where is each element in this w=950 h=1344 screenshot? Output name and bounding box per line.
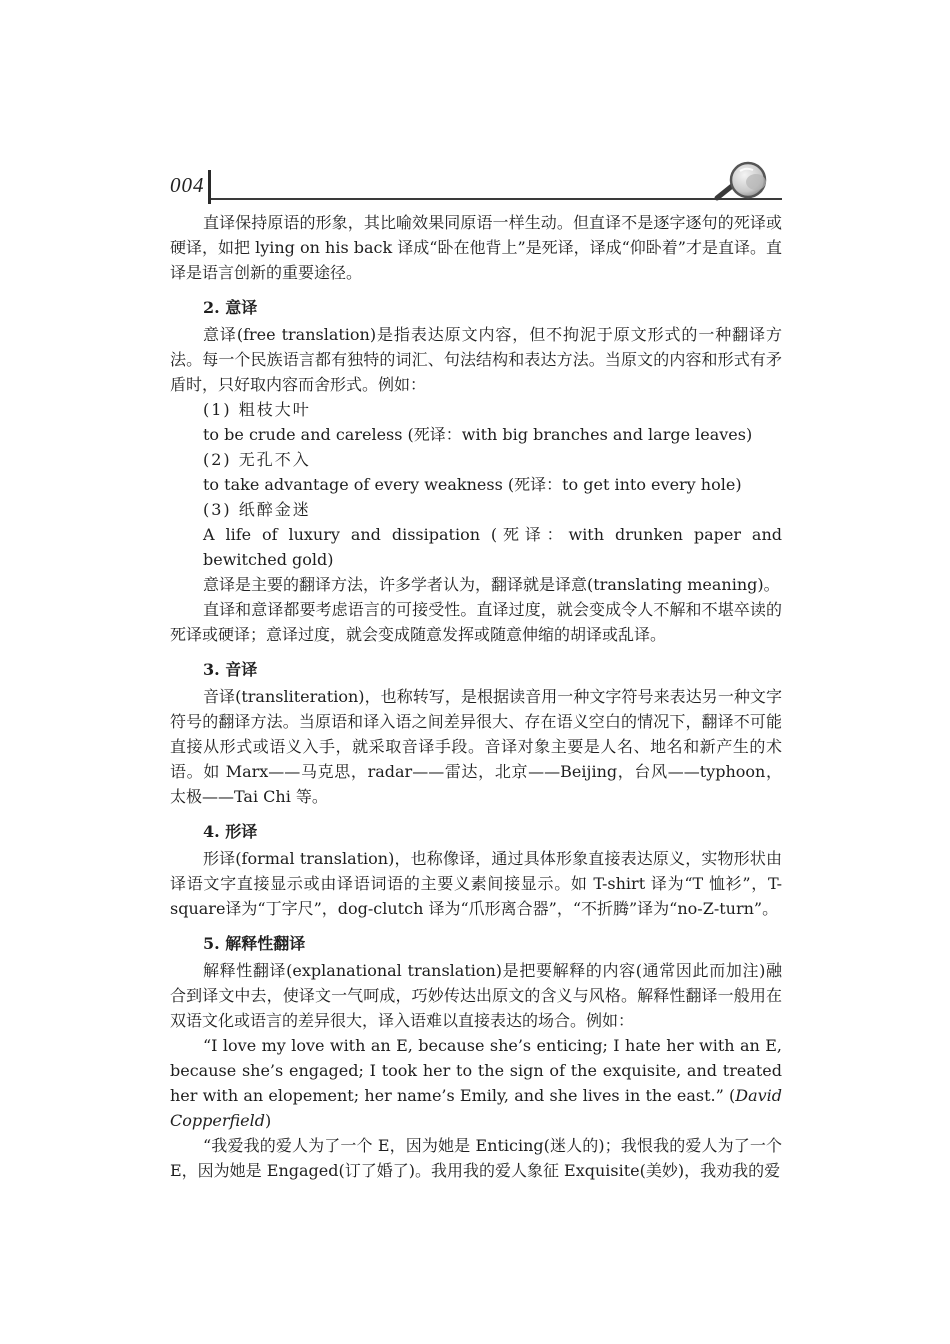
paragraph: 解释性翻译(explanational translation)是把要解释的内容(通常因此而加注)融合到译文中去，使译文一气呵成，巧妙传达出原文的含义与风格。解释性翻译一般用在双语文化或语言的差异很大，译入语难以直接表达的场合。例如： (170, 961, 782, 1030)
example-english: A life of luxury and dissipation (死译：with drunken paper and bewitched gold) (203, 525, 782, 569)
example-english: to be crude and careless (死译：with big branches and large leaves) (203, 425, 753, 444)
magnifier-icon (712, 160, 778, 202)
section-heading: 5. 解释性翻译 (203, 934, 306, 953)
paragraph: 直译保持原语的形象，其比喻效果同原语一样生动。但直译不是逐字逐句的死译或硬译，如把 lying on his back 译成“卧在他背上”是死译，译成“仰卧着”才是直译。直译是语言创新的重要途径。 (170, 213, 782, 282)
quote-close: ) (264, 1111, 272, 1130)
example-chinese: (3) 纸醉金迷 (203, 500, 311, 519)
paragraph: 直译和意译都要考虑语言的可接受性。直译过度，就会变成令人不解和不堪卒读的死译或硬译；意译过度，就会变成随意发挥或随意伸缩的胡译或乱译。 (170, 600, 782, 644)
page-body (170, 210, 782, 1183)
paragraph: 形译(formal translation)，也称像译，通过具体形象直接表达原义，实物形状由译语文字直接显示或由译语词语的主要义素间接显示。如 T-shirt 译为“T 恤衫”，T-square译为“丁字尺”，dog-clutch 译为“爪形离合器”，“不折腾”译为“no-Z-turn”。 (170, 849, 782, 918)
quotation-chinese: “我爱我的爱人为了一个 E，因为她是 Enticing(迷人的)；我恨我的爱人为了一个 E，因为她是 Engaged(订了婚了)。我用我的爱人象征 Exquisite(美妙)，我劝我的爱 (170, 1136, 782, 1180)
example-chinese: (1) 粗枝大叶 (203, 400, 311, 419)
quote-text: “I love my love with an E, because she’s enticing; I hate her with an E, because she’s engaged; I took her to the sign of the exquisite, and treated her with an elopement; her name’s Emily, and she lives in the east.” ( (170, 1036, 782, 1105)
paragraph: 意译(free translation)是指表达原文内容，但不拘泥于原文形式的一种翻译方法。每一个民族语言都有独特的词汇、句法结构和表达方法。当原文的内容和形式有矛盾时，只好取内容而舍形式。例如： (170, 325, 782, 394)
section-heading: 3. 音译 (203, 660, 258, 679)
paragraph: 音译(transliteration)，也称转写，是根据读音用一种文字符号来表达另一种文字符号的翻译方法。当原语和译入语之间差异很大、存在语义空白的情况下，翻译不可能直接从形式或语义入手，就采取音译手段。音译对象主要是人名、地名和新产生的术语。如 Marx——马克思，radar——雷达，北京——Beijing，台风——typhoon，太极——Tai Chi 等。 (170, 687, 782, 806)
quote-source: David Copperfield (170, 1086, 782, 1130)
section-heading: 4. 形译 (203, 822, 258, 841)
example-chinese: (2) 无孔不入 (203, 450, 311, 469)
page-number: 004 (170, 173, 205, 197)
section-heading: 2. 意译 (203, 298, 258, 317)
header-rule (211, 198, 782, 200)
page-header (170, 160, 782, 205)
quotation-english (170, 1033, 782, 1133)
example-english: to take advantage of every weakness (死译：to get into every hole) (203, 475, 742, 494)
paragraph: 意译是主要的翻译方法，许多学者认为，翻译就是译意(translating meaning)。 (203, 575, 780, 594)
